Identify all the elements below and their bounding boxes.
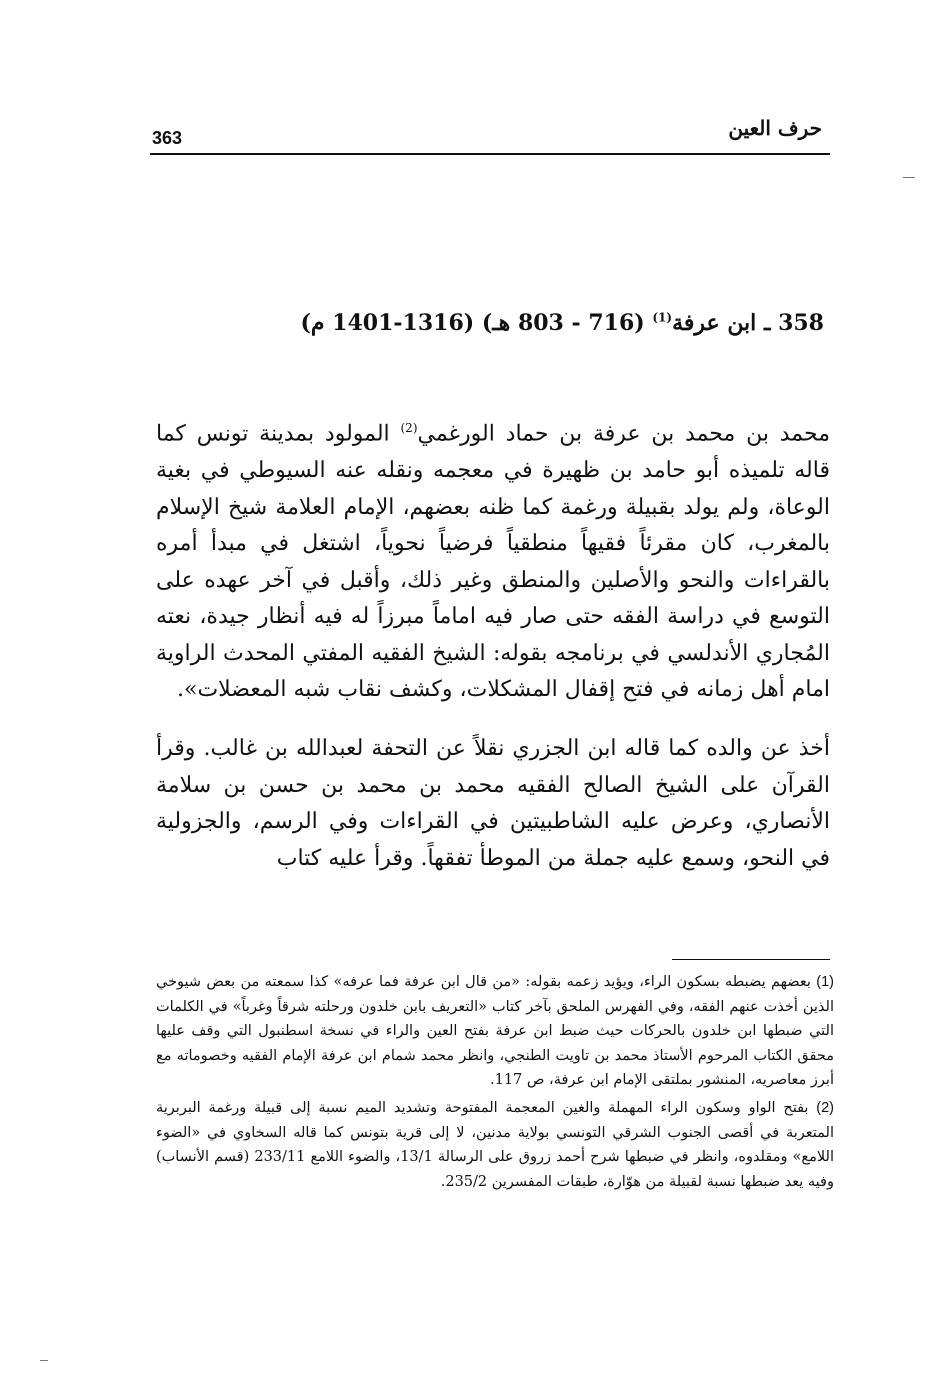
- footnote: [156, 1096, 834, 1194]
- running-title: حرف العين: [728, 116, 822, 140]
- header-rule: [150, 153, 830, 155]
- footnote: [156, 970, 834, 1093]
- entry-title: 358 ـ ابن عرفة: [672, 310, 824, 336]
- scan-mark: [903, 177, 915, 178]
- page-number: 363: [152, 128, 183, 148]
- footnote-text: بعضهم يضبطه بسكون الراء، ويؤيد زعمه بقوله: «من قال ابن عرفة فما عرفه» كذا سمعته من بعض شيوخي الذين أخذت عنهم الفقه، وفي الفهرس الملحق بآخر كتاب «التعريف بابن خلدون ورحلته شرقاً وغرباً» في الكلمات التي ضبطها ابن خلدون بالحركات حيث ضبط ابن عرفة بفتح العين والراء في نسخة اسطنبول التي وقف عليها محقق الكتاب المرحوم الأستاذ محمد بن تاويت الطنجي، وانظر محمد شمام ابن عرفة الإمام الفقيه وخصوماته مع أبرز معاصريه، المنشور بملتقى الإمام ابن عرفة، ص 117.: [156, 974, 834, 1089]
- paragraph: محمد بن محمد بن عرفة بن حماد الورغمي$^{(2)}$ المولود بمدينة تونس كما قاله تلميذه أبو حامد بن ظهيرة في معجمه ونقله عنه السيوطي في بغية الوعاة، ولم يولد بقبيلة ورغمة كما ظنه بعضهم، الإمام العلامة شيخ الإسلام بالمغرب، كان مقرئاً فقيهاً منطقياً فرضياً نحوياً، اشتغل في مبدأ أمره بالقراءات والنحو والأصلين والمنطق وغير ذلك، وأقبل في آخر عهده على التوسع في دراسة الفقه حتى صار فيه اماماً مبرزاً له فيه أنظار جيدة، نعته المُجاري الأندلسي في برنامجه بقوله: الشيخ الفقيه المفتي المحدث الراوية امام أهل زمانه في فتح إقفال المشكلات، وكشف نقاب شبه المعضلات».: [156, 421, 830, 703]
- entry-heading: [144, 310, 824, 336]
- footnote-number: (1): [816, 974, 834, 990]
- footnote-text: بفتح الواو وسكون الراء المهملة والغين المعجمة المفتوحة وتشديد الميم نسبة إلى قبيلة ورغمة البربرية المتعربة في أقصى الجنوب الشرقي التونسي بولاية مدنين، لا إلى قرية بتونس كما قاله السخاوي في «الضوء اللامع» ومقلدوه، وانظر في ضبطها شرح أحمد زروق على الرسالة 13/1، والضوء اللامع 233/11 (قسم الأنساب) وفيه يعد ضبطها نسبة لقبيلة من هوّارة، طبقات المفسرين 235/2.: [156, 1099, 835, 1190]
- footnotes: [156, 970, 834, 1194]
- body-text: [156, 410, 830, 877]
- scan-mark: [40, 1360, 48, 1361]
- paragraph: أخذ عن والده كما قاله ابن الجزري نقلاً عن التحفة لعبدالله بن غالب. وقرأ القرآن على الشيخ الصالح الفقيه محمد بن محمد بن حسن بن سلامة الأنصاري، وعرض عليه الشاطبيتين في القراءات وفي الرسم، والجزولية في النحو، وسمع عليه جملة من الموطأ تفقهاً. وقرأ عليه كتاب: [156, 736, 830, 871]
- entry-dates: (716 - 803 هـ) (1316-1401 م): [300, 310, 653, 336]
- footnote-number: (2): [816, 1099, 834, 1116]
- footnote-reference: (2): [400, 421, 418, 435]
- footnote-separator: [672, 959, 830, 960]
- footnote-reference: (1): [652, 310, 673, 325]
